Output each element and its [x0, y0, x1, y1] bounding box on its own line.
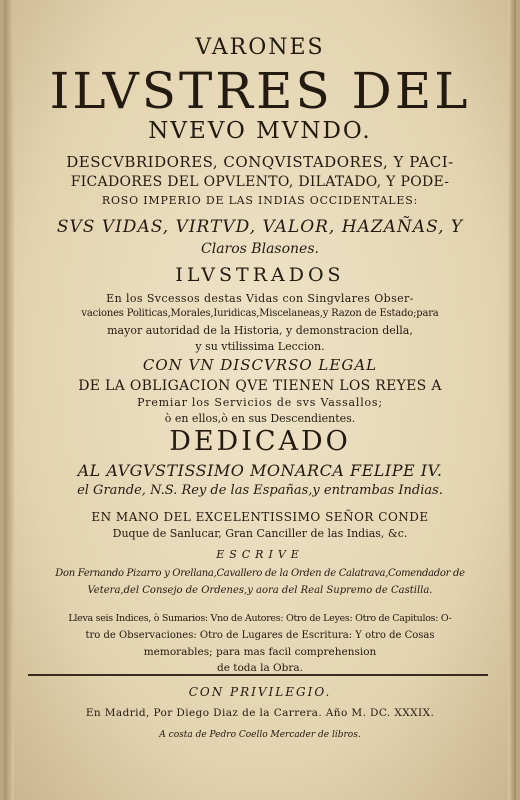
title-line-3: NVEVO MVNDO. — [148, 118, 372, 144]
indices-line-3: memorables; para mas facil comprehension — [143, 646, 377, 658]
subtitle-line-2: FICADORES DEL OPVLENTO, DILATADO, Y PODE- — [70, 174, 450, 190]
title-line-2: ILVSTRES DEL — [49, 62, 471, 120]
indices-line-2: tro de Observaciones: Otro de Lugares de Escritura: Y otro de Cosas — [85, 630, 435, 641]
author-line-1: Don Fernando Pizarro y Orellana,Cavallero de la Orden de Calatrava,Comendador de — [55, 568, 465, 579]
discourse-heading: CON VN DISCVRSO LEGAL — [142, 356, 378, 374]
subtitle-line-3: ROSO IMPERIO DE LAS INDIAS OCCIDENTALES: — [101, 194, 419, 207]
horizontal-rule — [28, 674, 488, 676]
patron-line-1: EN MANO DEL EXCELENTISSIMO SEÑOR CONDE — [91, 510, 429, 524]
indices-line-1: Lleva seis Indices, ò Sumarios: Vno de Autores: Otro de Leyes: Otro de Capitulos: O- — [68, 613, 452, 624]
discourse-line-2: Premiar los Servicios de svs Vassallos; — [137, 396, 383, 409]
title-line-1: VARONES — [195, 35, 325, 60]
illustrated-line-2: vaciones Politicas,Morales,Iuridicas,Miscelaneas,y Razon de Estado;para — [81, 308, 439, 319]
illustrated-heading: ILVSTRADOS — [175, 264, 345, 286]
discourse-line-3: ò en ellos,ò en sus Descendientes. — [164, 412, 356, 425]
illustrated-line-4: y su vtilissima Leccion. — [195, 340, 325, 353]
subtitle-line-1: DESCVBRIDORES, CONQVISTADORES, Y PACI- — [66, 153, 454, 171]
dedication-line-1: AL AVGVSTISSIMO MONARCA FELIPE IV. — [77, 461, 443, 480]
author-heading: ESCRIVE — [216, 548, 304, 561]
dedication-line-2: el Grande, N.S. Rey de las Españas,y entrambas Indias. — [77, 483, 443, 498]
illustrated-line-3: mayor autoridad de la Historia, y demonstracion della, — [107, 324, 413, 337]
publisher-cost-line: A costa de Pedro Coello Mercader de libros. — [159, 730, 361, 740]
virtues-line-2: Claros Blasones. — [201, 241, 319, 257]
author-line-2: Vetera,del Consejo de Ordenes,y aora del Real Supremo de Castilla. — [87, 585, 433, 596]
privilege-line: CON PRIVILEGIO. — [188, 685, 332, 699]
indices-line-4: de toda la Obra. — [216, 662, 304, 674]
imprint-line: En Madrid, Por Diego Diaz de la Carrera. Año M. DC. XXXIX. — [85, 707, 435, 719]
illustrated-line-1: En los Svcessos destas Vidas con Singvlares Obser- — [106, 292, 414, 305]
patron-line-2: Duque de Sanlucar, Gran Canciller de las Indias, &c. — [112, 527, 408, 540]
dedication-heading: DEDICADO — [169, 426, 351, 457]
discourse-line-1: DE LA OBLIGACION QVE TIENEN LOS REYES A — [78, 378, 442, 394]
virtues-line-1: SVS VIDAS, VIRTVD, VALOR, HAZAÑAS, Y — [56, 217, 464, 237]
